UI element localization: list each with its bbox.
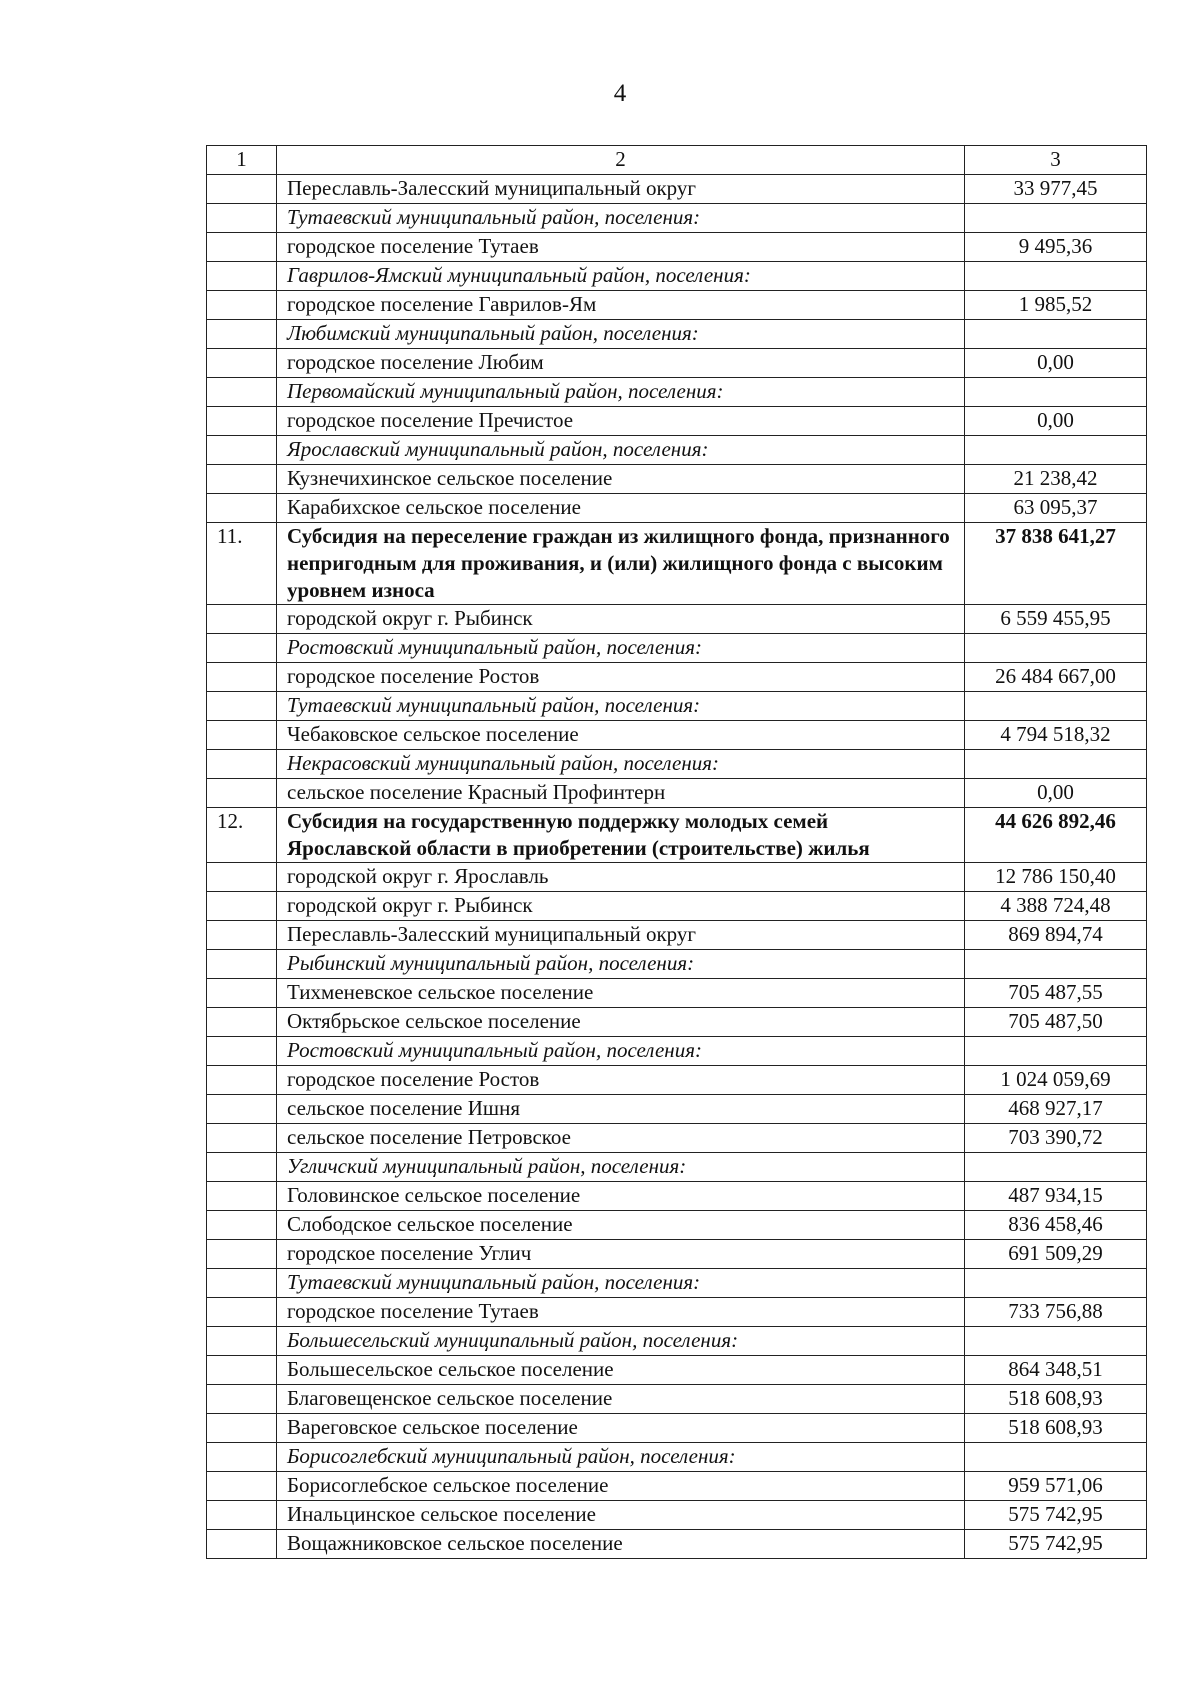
- table-row: [207, 1530, 1147, 1559]
- name-cell: Головинское сельское поселение: [277, 1182, 965, 1211]
- amount-cell: 21 238,42: [965, 465, 1147, 494]
- amount-cell: 1 024 059,69: [965, 1066, 1147, 1095]
- amount-cell: 1 985,52: [965, 291, 1147, 320]
- section-number-cell: [207, 262, 277, 291]
- amount-cell: [965, 262, 1147, 291]
- amount-cell: 468 927,17: [965, 1095, 1147, 1124]
- section-number-cell: [207, 175, 277, 204]
- section-number-cell: [207, 979, 277, 1008]
- amount-cell: 44 626 892,46: [965, 808, 1147, 863]
- amount-cell: 4 794 518,32: [965, 721, 1147, 750]
- table-row: [207, 1008, 1147, 1037]
- amount-cell: 864 348,51: [965, 1356, 1147, 1385]
- section-number-cell: [207, 465, 277, 494]
- table-row: [207, 465, 1147, 494]
- amount-cell: 33 977,45: [965, 175, 1147, 204]
- table-row: [207, 1385, 1147, 1414]
- name-cell: Тутаевский муниципальный район, поселения:: [277, 1269, 965, 1298]
- table-header-row: [207, 146, 1147, 175]
- amount-cell: [965, 1443, 1147, 1472]
- name-cell: городское поселение Гаврилов-Ям: [277, 291, 965, 320]
- section-number-cell: [207, 1414, 277, 1443]
- name-cell: Карабихское сельское поселение: [277, 494, 965, 523]
- name-cell: Первомайский муниципальный район, поселения:: [277, 378, 965, 407]
- amount-cell: [965, 750, 1147, 779]
- table-row: [207, 1124, 1147, 1153]
- table-row: [207, 1414, 1147, 1443]
- amount-cell: 836 458,46: [965, 1211, 1147, 1240]
- table-row: [207, 921, 1147, 950]
- amount-cell: [965, 436, 1147, 465]
- table-row: [207, 1501, 1147, 1530]
- table-row: [207, 1472, 1147, 1501]
- name-cell: Субсидия на переселение граждан из жилищного фонда, признанного непригодным для проживания, и (или) жилищного фонда с высоким уровнем износа: [277, 523, 965, 605]
- amount-cell: 959 571,06: [965, 1472, 1147, 1501]
- column-header: 1: [207, 146, 277, 175]
- section-number-cell: [207, 1356, 277, 1385]
- amount-cell: [965, 1269, 1147, 1298]
- section-number-cell: [207, 1008, 277, 1037]
- amount-cell: 691 509,29: [965, 1240, 1147, 1269]
- amount-cell: 518 608,93: [965, 1385, 1147, 1414]
- section-number-cell: [207, 634, 277, 663]
- district-row: [207, 692, 1147, 721]
- section-number-cell: [207, 320, 277, 349]
- district-row: [207, 262, 1147, 291]
- district-row: [207, 750, 1147, 779]
- column-header: 2: [277, 146, 965, 175]
- table-row: [207, 1211, 1147, 1240]
- amount-cell: 487 934,15: [965, 1182, 1147, 1211]
- amount-cell: 575 742,95: [965, 1530, 1147, 1559]
- section-number-cell: [207, 407, 277, 436]
- amount-cell: 6 559 455,95: [965, 605, 1147, 634]
- name-cell: Тутаевский муниципальный район, поселения:: [277, 204, 965, 233]
- amount-cell: 63 095,37: [965, 494, 1147, 523]
- name-cell: Тутаевский муниципальный район, поселения:: [277, 692, 965, 721]
- table-row: [207, 663, 1147, 692]
- name-cell: Вощажниковское сельское поселение: [277, 1530, 965, 1559]
- page-number: 4: [613, 80, 627, 107]
- table-row: [207, 779, 1147, 808]
- district-row: [207, 634, 1147, 663]
- district-row: [207, 1443, 1147, 1472]
- name-cell: Чебаковское сельское поселение: [277, 721, 965, 750]
- name-cell: Переславль-Залесский муниципальный округ: [277, 175, 965, 204]
- amount-cell: [965, 1327, 1147, 1356]
- amount-cell: 9 495,36: [965, 233, 1147, 262]
- amount-cell: 518 608,93: [965, 1414, 1147, 1443]
- table-row: [207, 1356, 1147, 1385]
- table-row: [207, 1182, 1147, 1211]
- name-cell: Некрасовский муниципальный район, поселения:: [277, 750, 965, 779]
- name-cell: Борисоглебский муниципальный район, поселения:: [277, 1443, 965, 1472]
- section-number-cell: [207, 1472, 277, 1501]
- amount-cell: [965, 692, 1147, 721]
- section-number-cell: [207, 494, 277, 523]
- amount-cell: 705 487,55: [965, 979, 1147, 1008]
- name-cell: Рыбинский муниципальный район, поселения:: [277, 950, 965, 979]
- name-cell: Субсидия на государственную поддержку молодых семей Ярославской области в приобретении (строительстве) жилья: [277, 808, 965, 863]
- section-number-cell: [207, 1385, 277, 1414]
- section-number-cell: [207, 605, 277, 634]
- name-cell: Угличский муниципальный район, поселения:: [277, 1153, 965, 1182]
- subsidy-table: [206, 145, 1147, 1559]
- amount-cell: 0,00: [965, 779, 1147, 808]
- amount-cell: [965, 320, 1147, 349]
- section-number-cell: [207, 1066, 277, 1095]
- table-row: [207, 1066, 1147, 1095]
- section-number-cell: 11.: [207, 523, 277, 605]
- district-row: [207, 436, 1147, 465]
- amount-cell: [965, 950, 1147, 979]
- table-row: [207, 1240, 1147, 1269]
- name-cell: Вареговское сельское поселение: [277, 1414, 965, 1443]
- column-header: 3: [965, 146, 1147, 175]
- name-cell: городской округ г. Рыбинск: [277, 892, 965, 921]
- name-cell: Благовещенское сельское поселение: [277, 1385, 965, 1414]
- section-number-cell: [207, 1182, 277, 1211]
- section-number-cell: [207, 750, 277, 779]
- section-title-row: [207, 523, 1147, 605]
- district-row: [207, 378, 1147, 407]
- section-number-cell: [207, 1124, 277, 1153]
- amount-cell: [965, 1153, 1147, 1182]
- amount-cell: 0,00: [965, 407, 1147, 436]
- amount-cell: 4 388 724,48: [965, 892, 1147, 921]
- section-number-cell: [207, 1298, 277, 1327]
- name-cell: сельское поселение Петровское: [277, 1124, 965, 1153]
- amount-cell: 12 786 150,40: [965, 863, 1147, 892]
- amount-cell: 705 487,50: [965, 1008, 1147, 1037]
- amount-cell: 703 390,72: [965, 1124, 1147, 1153]
- section-number-cell: [207, 378, 277, 407]
- table-body: [207, 175, 1147, 1559]
- section-number-cell: [207, 1443, 277, 1472]
- section-number-cell: [207, 1037, 277, 1066]
- section-number-cell: [207, 692, 277, 721]
- section-number-cell: [207, 233, 277, 262]
- name-cell: городское поселение Тутаев: [277, 1298, 965, 1327]
- name-cell: городское поселение Ростов: [277, 663, 965, 692]
- section-title-row: [207, 808, 1147, 863]
- district-row: [207, 1153, 1147, 1182]
- name-cell: Слободское сельское поселение: [277, 1211, 965, 1240]
- name-cell: Кузнечихинское сельское поселение: [277, 465, 965, 494]
- table-row: [207, 979, 1147, 1008]
- name-cell: городской округ г. Рыбинск: [277, 605, 965, 634]
- name-cell: городское поселение Любим: [277, 349, 965, 378]
- name-cell: городское поселение Углич: [277, 1240, 965, 1269]
- name-cell: Борисоглебское сельское поселение: [277, 1472, 965, 1501]
- name-cell: Октябрьское сельское поселение: [277, 1008, 965, 1037]
- name-cell: городское поселение Ростов: [277, 1066, 965, 1095]
- district-row: [207, 950, 1147, 979]
- section-number-cell: [207, 921, 277, 950]
- section-number-cell: [207, 950, 277, 979]
- amount-cell: 575 742,95: [965, 1501, 1147, 1530]
- section-number-cell: [207, 1327, 277, 1356]
- section-number-cell: [207, 291, 277, 320]
- amount-cell: [965, 634, 1147, 663]
- section-number-cell: [207, 1269, 277, 1298]
- district-row: [207, 1269, 1147, 1298]
- section-number-cell: [207, 436, 277, 465]
- amount-cell: 733 756,88: [965, 1298, 1147, 1327]
- name-cell: Тихменевское сельское поселение: [277, 979, 965, 1008]
- name-cell: Переславль-Залесский муниципальный округ: [277, 921, 965, 950]
- name-cell: городское поселение Тутаев: [277, 233, 965, 262]
- district-row: [207, 204, 1147, 233]
- name-cell: Ярославский муниципальный район, поселения:: [277, 436, 965, 465]
- table-row: [207, 175, 1147, 204]
- section-number-cell: [207, 1153, 277, 1182]
- name-cell: Большесельский муниципальный район, поселения:: [277, 1327, 965, 1356]
- table-row: [207, 1095, 1147, 1124]
- section-number-cell: [207, 1095, 277, 1124]
- district-row: [207, 1037, 1147, 1066]
- amount-cell: [965, 1037, 1147, 1066]
- amount-cell: [965, 204, 1147, 233]
- table-row: [207, 291, 1147, 320]
- name-cell: городской округ г. Ярославль: [277, 863, 965, 892]
- amount-cell: 0,00: [965, 349, 1147, 378]
- district-row: [207, 320, 1147, 349]
- table-row: [207, 721, 1147, 750]
- name-cell: Ростовский муниципальный район, поселения:: [277, 1037, 965, 1066]
- table-row: [207, 349, 1147, 378]
- name-cell: городское поселение Пречистое: [277, 407, 965, 436]
- section-number-cell: [207, 349, 277, 378]
- name-cell: Гаврилов-Ямский муниципальный район, поселения:: [277, 262, 965, 291]
- section-number-cell: [207, 863, 277, 892]
- amount-cell: 869 894,74: [965, 921, 1147, 950]
- amount-cell: [965, 378, 1147, 407]
- table-row: [207, 233, 1147, 262]
- section-number-cell: 12.: [207, 808, 277, 863]
- section-number-cell: [207, 1530, 277, 1559]
- table-row: [207, 863, 1147, 892]
- name-cell: Ростовский муниципальный район, поселения:: [277, 634, 965, 663]
- amount-cell: 26 484 667,00: [965, 663, 1147, 692]
- section-number-cell: [207, 1240, 277, 1269]
- district-row: [207, 1327, 1147, 1356]
- section-number-cell: [207, 1501, 277, 1530]
- section-number-cell: [207, 204, 277, 233]
- name-cell: Большесельское сельское поселение: [277, 1356, 965, 1385]
- table-row: [207, 1298, 1147, 1327]
- section-number-cell: [207, 779, 277, 808]
- name-cell: Инальцинское сельское поселение: [277, 1501, 965, 1530]
- table-row: [207, 407, 1147, 436]
- section-number-cell: [207, 663, 277, 692]
- name-cell: Любимский муниципальный район, поселения:: [277, 320, 965, 349]
- amount-cell: 37 838 641,27: [965, 523, 1147, 605]
- name-cell: сельское поселение Ишня: [277, 1095, 965, 1124]
- table-row: [207, 494, 1147, 523]
- table-row: [207, 605, 1147, 634]
- section-number-cell: [207, 1211, 277, 1240]
- name-cell: сельское поселение Красный Профинтерн: [277, 779, 965, 808]
- table-row: [207, 892, 1147, 921]
- section-number-cell: [207, 721, 277, 750]
- section-number-cell: [207, 892, 277, 921]
